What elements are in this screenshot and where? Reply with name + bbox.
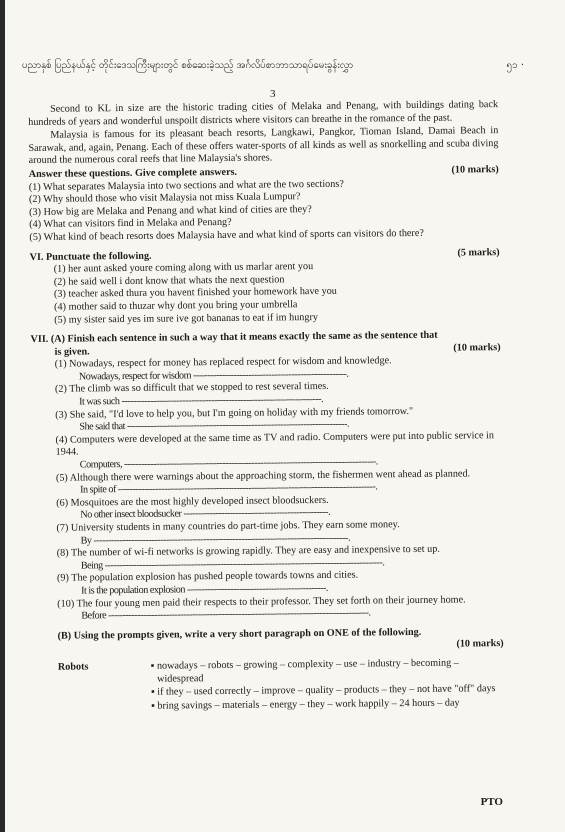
question-item: (5) What kind of beach resorts does Malaysia have and what kind of sports can visitors do there? (29, 227, 424, 243)
punctuate-item: (1) her aunt asked youre coming along with us marlar arent you (53, 261, 314, 275)
passage-paragraph: Second to KL in size are the historic trading cities of Melaka and Penang, with buildings dating back hundreds of years and wonderful unspoilt districts where visitors can breathe in the romance of the past. (28, 99, 499, 128)
header-title: ပညာနှစ် ပြည်နယ်နှင့် တိုင်းဒေသကြီးများတွင် စစ်ဆေးခဲ့သည့် အင်္ဂလိပ်စာဘာသာရပ်မေးခွန်းလွှာ (22, 60, 354, 71)
rewrite-question: (8) The number of wi-fi networks is growing rapidly. They are easy and inexpensive to set up. (56, 543, 440, 559)
rewrite-question: (3) She said, "I'd love to help you, but I'm going on holiday with my friends tomorrow." (55, 405, 414, 421)
prompt-list (143, 657, 504, 714)
rewrite-question: (9) The population explosion has pushed people towards towns and cities. (56, 569, 359, 585)
sectionB-title: (B) Using the prompts given, write a very short paragraph on ONE of the following. (57, 626, 422, 642)
answer-instruction: Answer these questions. Give complete answers. (28, 166, 238, 180)
rewrite-question: (7) University students in many countries do part-time jobs. They earn some money. (56, 519, 400, 534)
question-item: (4) What can visitors find in Melaka and Penang? (29, 217, 232, 231)
page-number: 3 (270, 88, 276, 100)
rewrite-question: (1) Nowadays, respect for money has replaced respect for wisdom and knowledge. (54, 355, 392, 371)
punctuate-item: (2) he said well i dont know that whats the next question (53, 274, 285, 288)
rewrite-question: (2) The climb was so difficult that we stopped to rest several times. (54, 381, 329, 396)
punctuate-item: (3) teacher asked thura you havent finished your homework have you (53, 286, 337, 301)
rewrite-question: (4) Computers were developed at the same time as TV and radio. Computers were put into public service in 1944. (55, 429, 494, 459)
prompt-item: ▪ bring savings – materials – energy – they – work happily – 24 hours – day (157, 697, 504, 713)
prompt-item: ▪ nowadays – robots – growing – complexity – use – industry – becoming – widespread (157, 657, 504, 686)
rewrite-item (31, 430, 501, 473)
section6-title: VI. Punctuate the following. (29, 250, 152, 263)
rewrite-answer-line: It was such ---------------------------------------------------------------------. (79, 393, 324, 408)
punctuate-item: (5) my sister said yes im sure ive got bananas to eat if im hungry (54, 311, 318, 326)
question-item: (3) How big are Melaka and Penang and what kind of cities are they? (29, 203, 312, 218)
exam-body (28, 99, 504, 715)
section7-marks: (10 marks) (453, 341, 501, 354)
header-page-number: ၅၁ · (506, 60, 524, 71)
rewrite-answer-line: In spite of -----------------------------------------------------------------------------------------. (79, 481, 378, 496)
rewrite-answer-line: Being ------------------------------------------------------------------------------------------------. (80, 557, 385, 572)
prompt-item: ▪ if they – used correctly – improve – quality – products – they – not have "off" days (157, 683, 504, 699)
rewrite-answer-line: She said that ----------------------------------------------------------------------------. (79, 418, 349, 433)
pto-label: PTO (480, 796, 503, 808)
rewrite-answer-line: Before ------------------------------------------------------------------------------------------. (81, 607, 371, 622)
rewrite-question: (10) The four young men paid their respects to their professor. They set forth on their journey home. (57, 594, 466, 610)
section7-title2: is given. (54, 346, 90, 358)
rewrite-question: (6) Mosquitoes are the most highly developed insect bloodsuckers. (56, 494, 329, 509)
rewrite-answer-line: Computers, ---------------------------------------------------------------------------------------. (79, 456, 378, 471)
question-item: (2) Why should those who visit Malaysia not miss Kuala Lumpur? (28, 191, 301, 206)
passage-paragraph: Malaysia is famous for its pleasant beach resorts, Langkawi, Pangkor, Tioman Island, Damai Beach in Sarawak, and, again, Penang. Each of these offers water-sports of all kinds as well as snorkelling and scuba diving around the numerous coral reefs that line Malaysia's shores. (28, 125, 499, 167)
rewrite-answer-line: By ----------------------------------------------------------------------------------------. (80, 532, 351, 547)
topic-label: Robots (57, 661, 89, 673)
answer-marks: (10 marks) (451, 164, 499, 176)
section7-title: VII. (A) Finish each sentence in such a way that it means exactly the same as the sentence that (30, 329, 438, 346)
prompt-block (34, 657, 505, 715)
rewrite-question: (5) Although there were warnings about the approaching storm, the fishermen went ahead as planned. (55, 468, 471, 484)
punctuate-item: (4) mother said to thuzar why dont you bring your umbrella (54, 299, 298, 313)
question-item: (1) What separates Malaysia into two sections and what are the two sections? (28, 178, 344, 193)
section6-marks: (5 marks) (457, 246, 500, 259)
rewrite-answer-line: No other insect bloodsucker --------------------------------------------------. (80, 507, 331, 521)
binding-edge (0, 0, 5, 832)
rewrite-answer-line: It is the population explosion ------------------------------------------------. (81, 582, 328, 597)
rewrite-answer-line: Nowadays, respect for wisdom -----------------------------------------------------. (78, 368, 349, 383)
sectionB-marks: (10 marks) (456, 638, 504, 650)
